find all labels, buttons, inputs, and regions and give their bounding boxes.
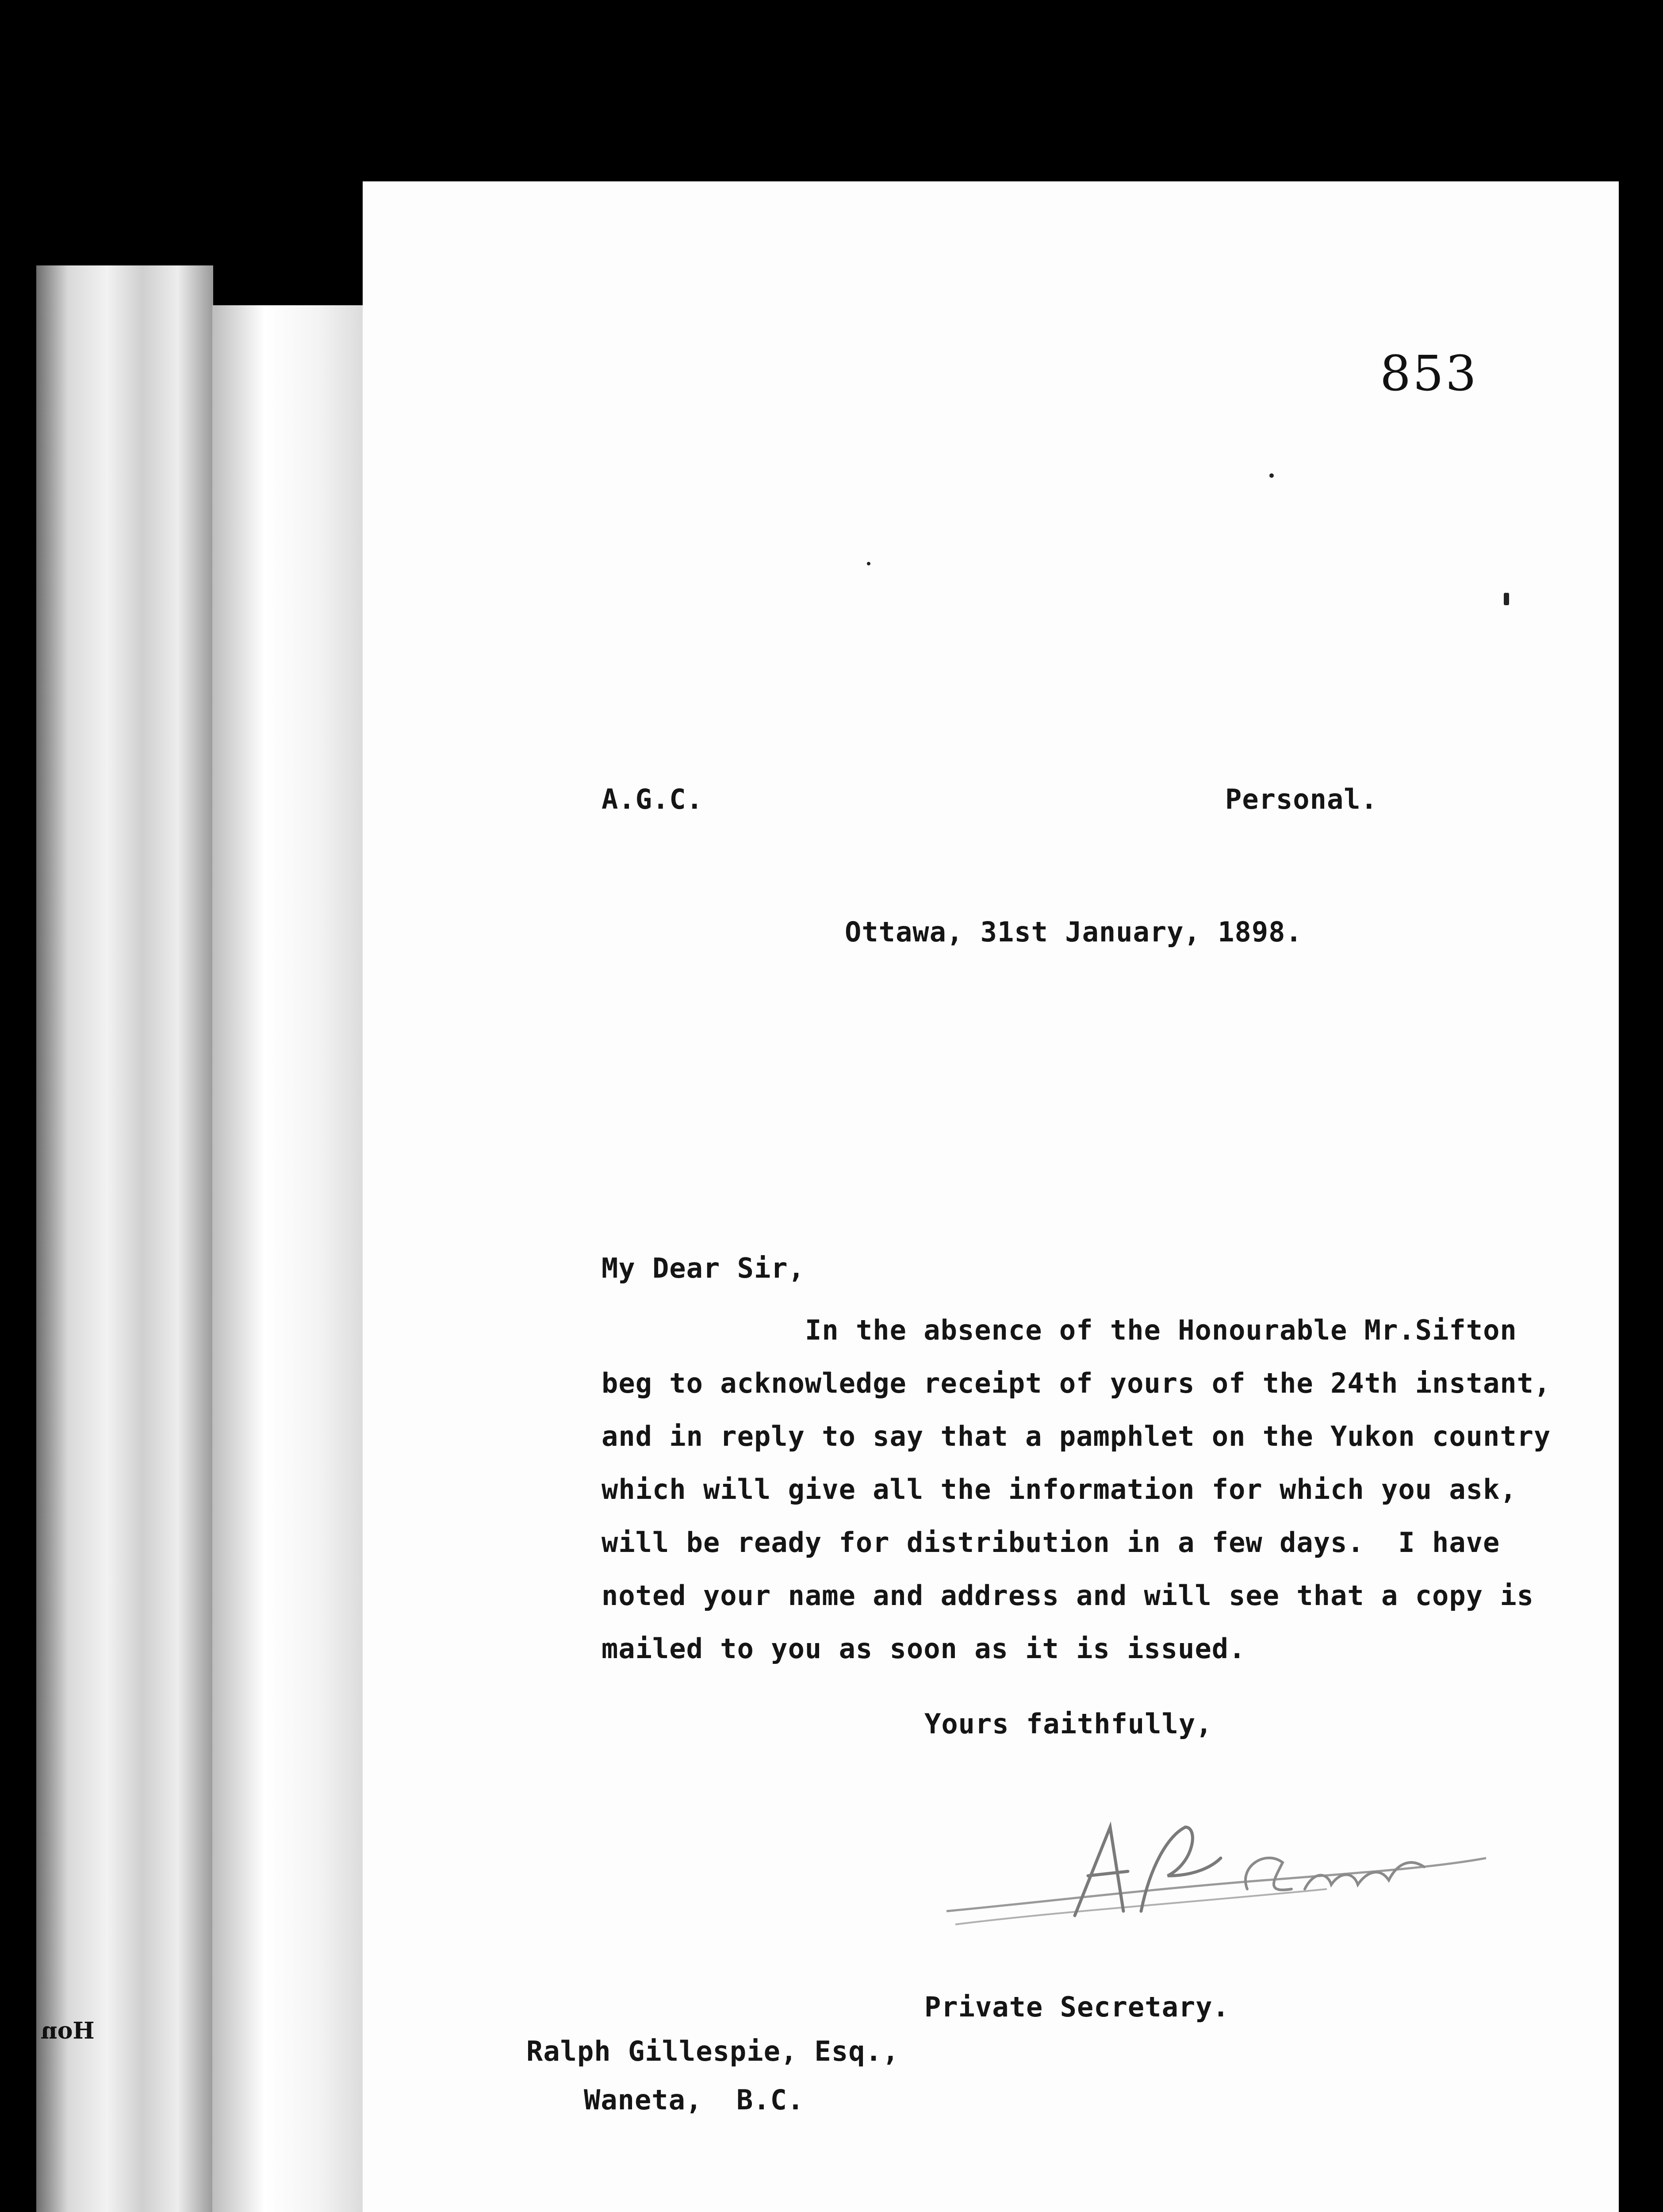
recipient-name: Ralph Gillespie, Esq.,	[526, 2035, 900, 2067]
body-line: which will give all the information for which you ask,	[602, 1473, 1517, 1505]
dust-speck	[867, 562, 870, 565]
dust-speck	[1504, 593, 1509, 605]
place-date: Ottawa, 31st January, 1898.	[845, 916, 1303, 948]
body-line: and in reply to say that a pamphlet on the Yukon country	[602, 1420, 1551, 1452]
body-line: In the absence of the Honourable Mr.Sifton	[805, 1314, 1517, 1346]
reference-code: A.G.C.	[602, 783, 703, 815]
letter-page	[363, 181, 1619, 2212]
dust-speck	[1269, 473, 1274, 478]
binding-edge-text: Hon	[41, 2017, 95, 2044]
body-line: will be ready for distribution in a few days. I have	[602, 1526, 1500, 1559]
handwritten-signature	[929, 1801, 1504, 1960]
binding-inner-edge	[212, 305, 363, 2212]
binding-strip	[36, 265, 213, 2212]
salutation: My Dear Sir,	[602, 1252, 805, 1284]
classification-label: Personal.	[1225, 783, 1378, 815]
closing: Yours faithfully,	[924, 1708, 1213, 1740]
body-line: mailed to you as soon as it is issued.	[602, 1632, 1246, 1665]
signer-title: Private Secretary.	[924, 1991, 1230, 2023]
recipient-location: Waneta, B.C.	[584, 2084, 805, 2116]
body-line: noted your name and address and will see that a copy is	[602, 1579, 1534, 1612]
body-line: beg to acknowledge receipt of yours of the 24th instant,	[602, 1367, 1551, 1399]
folio-number: 853	[1380, 345, 1478, 402]
